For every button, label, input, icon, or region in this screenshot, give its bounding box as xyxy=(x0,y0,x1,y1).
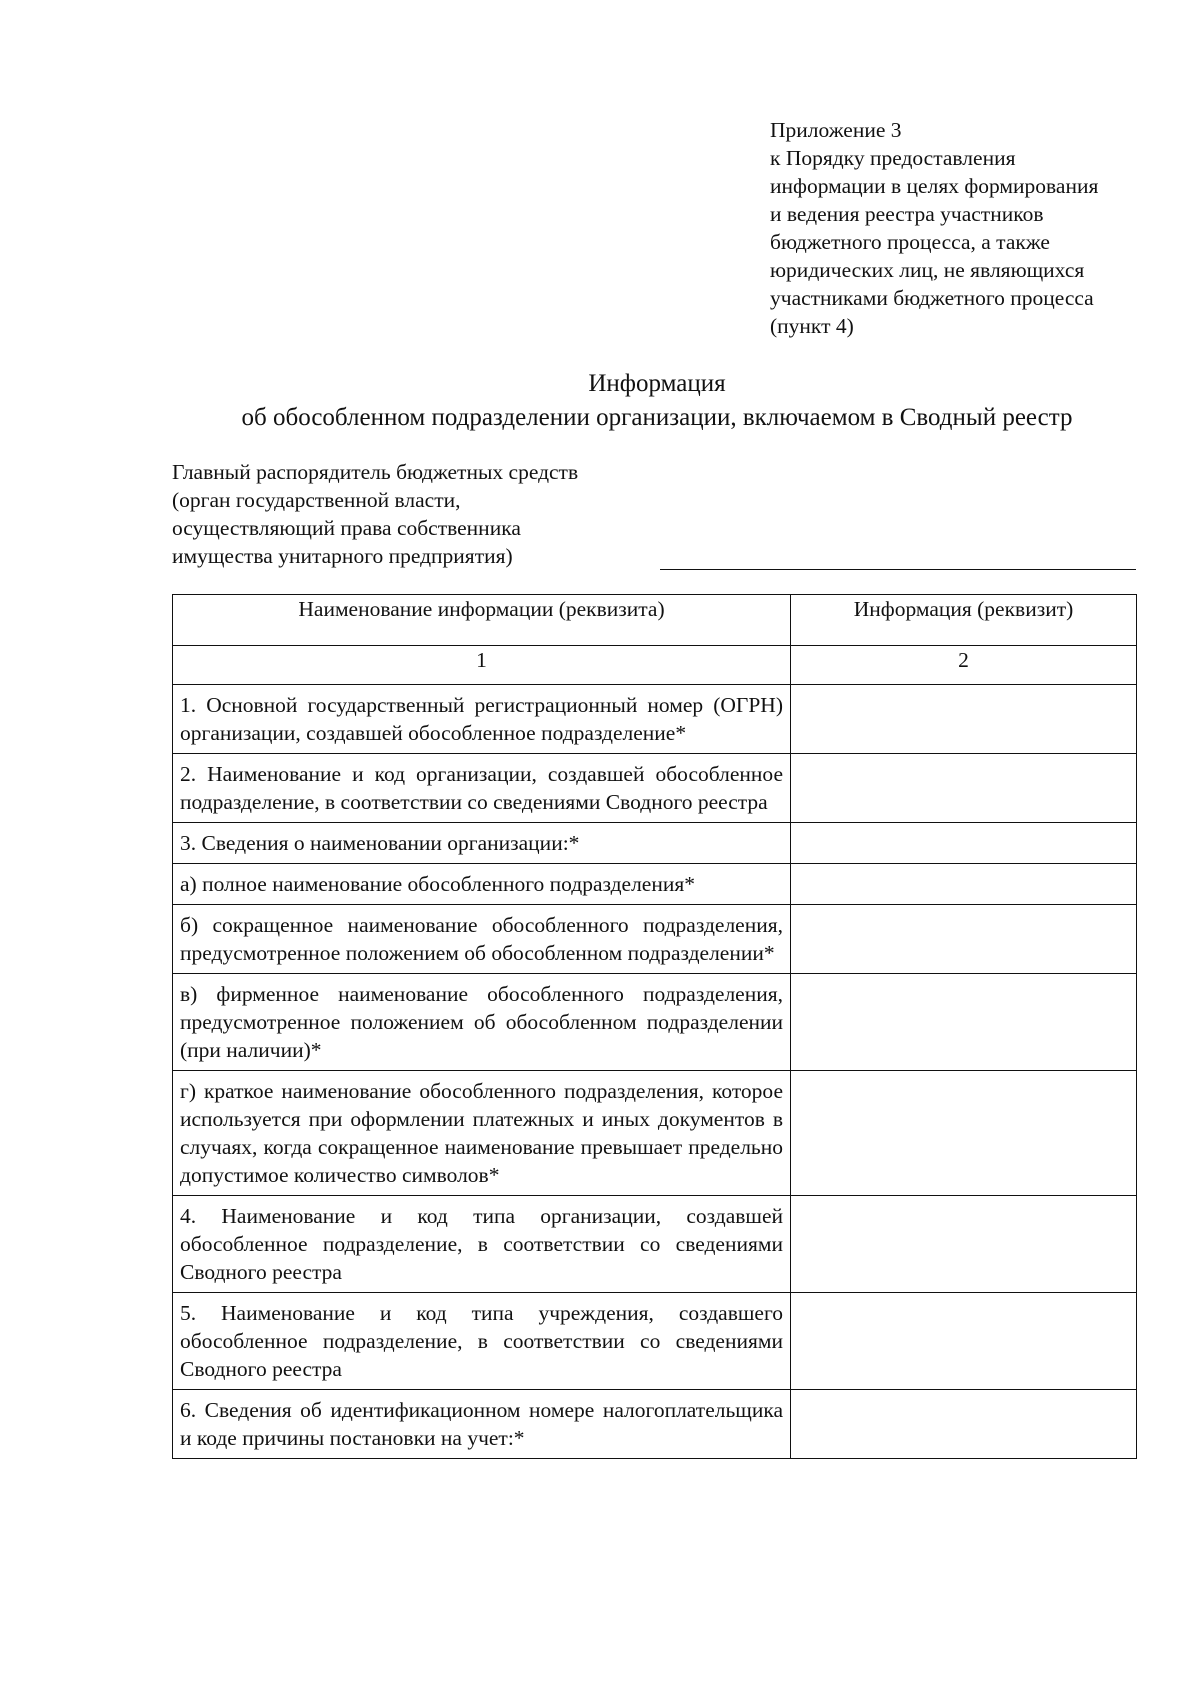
grbs-label-line: Главный распорядитель бюджетных средств xyxy=(172,460,579,484)
row-value-cell[interactable] xyxy=(791,1071,1137,1196)
row-value-cell[interactable] xyxy=(791,685,1137,754)
row-label: 6. Сведения об идентификационном номере налогоплательщика и коде причины постановки на учет:* xyxy=(173,1390,791,1459)
grbs-label-line: имущества унитарного предприятия) xyxy=(172,544,513,568)
info-table xyxy=(172,594,1137,1459)
appendix-line: Приложение 3 xyxy=(770,118,902,142)
document-subtitle: об обособленном подразделении организации, включаемом в Сводный реестр xyxy=(241,404,1073,431)
appendix-line: и ведения реестра участников xyxy=(770,202,1044,226)
document-title: Информация xyxy=(588,370,726,397)
row-label: 4. Наименование и код типа организации, создавшей обособленное подразделение, в соответствии со сведениями Сводного реестра xyxy=(173,1196,791,1293)
table-header-row xyxy=(173,595,1137,646)
table-row xyxy=(173,1390,1137,1459)
grbs-label-line: (орган государственной власти, xyxy=(172,488,461,512)
table-row xyxy=(173,1071,1137,1196)
appendix-line: информации в целях формирования xyxy=(770,174,1099,198)
row-value-cell[interactable] xyxy=(791,905,1137,974)
table-row xyxy=(173,1196,1137,1293)
row-value-cell[interactable] xyxy=(791,823,1137,864)
row-value-cell[interactable] xyxy=(791,1390,1137,1459)
appendix-reference xyxy=(770,116,1180,340)
column-number-row xyxy=(173,646,1137,685)
row-value-cell[interactable] xyxy=(791,864,1137,905)
row-value-cell[interactable] xyxy=(791,754,1137,823)
row-value-cell[interactable] xyxy=(791,1293,1137,1390)
grbs-label-line: осуществляющий права собственника xyxy=(172,516,521,540)
row-label: в) фирменное наименование обособленного подразделения, предусмотренное положением об обособленном подразделении (при наличии)* xyxy=(173,974,791,1071)
row-label: а) полное наименование обособленного подразделения* xyxy=(173,864,791,905)
grbs-fill-line[interactable] xyxy=(660,569,1136,570)
row-label: 2. Наименование и код организации, создавшей обособленное подразделение, в соответствии со сведениями Сводного реестра xyxy=(173,754,791,823)
row-label: г) краткое наименование обособленного подразделения, которое используется при оформлении платежных и иных документов в случаях, когда сокращенное наименование превышает предельно допустимое количество символов* xyxy=(173,1071,791,1196)
table-row xyxy=(173,864,1137,905)
row-label: 5. Наименование и код типа учреждения, создавшего обособленное подразделение, в соответствии со сведениями Сводного реестра xyxy=(173,1293,791,1390)
appendix-line: участниками бюджетного процесса xyxy=(770,286,1094,310)
appendix-line: (пункт 4) xyxy=(770,314,854,338)
column-header-name: Наименование информации (реквизита) xyxy=(173,595,791,646)
appendix-line: к Порядку предоставления xyxy=(770,146,1016,170)
row-label: б) сокращенное наименование обособленного подразделения, предусмотренное положением об обособленном подразделении* xyxy=(173,905,791,974)
row-label: 1. Основной государственный регистрационный номер (ОГРН) организации, создавшей обособленное подразделение* xyxy=(173,685,791,754)
table-row xyxy=(173,754,1137,823)
table-row xyxy=(173,685,1137,754)
table-row xyxy=(173,974,1137,1071)
column-number: 2 xyxy=(791,646,1137,685)
table-row xyxy=(173,823,1137,864)
row-label: 3. Сведения о наименовании организации:* xyxy=(173,823,791,864)
column-number: 1 xyxy=(173,646,791,685)
appendix-line: юридических лиц, не являющихся xyxy=(770,258,1085,282)
appendix-line: бюджетного процесса, а также xyxy=(770,230,1050,254)
column-header-info: Информация (реквизит) xyxy=(791,595,1137,646)
row-value-cell[interactable] xyxy=(791,974,1137,1071)
table-row xyxy=(173,905,1137,974)
row-value-cell[interactable] xyxy=(791,1196,1137,1293)
grbs-label xyxy=(172,458,578,570)
table-row xyxy=(173,1293,1137,1390)
